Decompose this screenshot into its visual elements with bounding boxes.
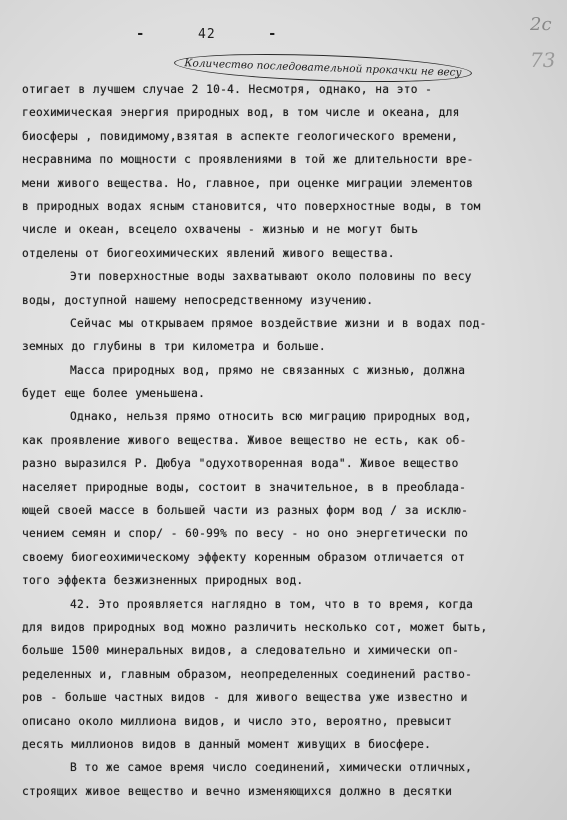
text-line: населяет природные воды, состоит в значительное, в в преоблада- [22, 480, 467, 494]
text-line: того эффекта безжизненных природных вод. [22, 574, 304, 588]
corner-mark: 2с [530, 14, 552, 35]
text-line: разно выразился Р. Дюбуа "одухотворенная вода". Живое вещество [22, 457, 459, 471]
text-line: чением семян и спор/ - 60-99% по весу - но оно энергетически по [22, 527, 469, 541]
text-line: для видов природных вод можно различить несколько сот, может быть, [22, 620, 488, 634]
page-dash-left: - [136, 26, 145, 42]
text-line: описано около миллиона видов, и число это, вероятно, превысит [22, 714, 453, 728]
text-line: воды, доступной нашему непосредственному изучению. [22, 293, 374, 307]
text-line: 42. Это проявляется наглядно в том, что в то время, когда [70, 597, 474, 611]
text-line: как проявление живого вещества. Живое вещество не есть, как об- [22, 433, 467, 447]
typed-text-body [22, 78, 534, 803]
text-line: Эти поверхностные воды захватывают около половины по весу [70, 270, 472, 284]
text-line: Масса природных вод, прямо не связанных с жизнью, должна [70, 363, 466, 377]
text-line: несравнима по мощности с проявлениями в той же длительности вре- [22, 153, 474, 167]
text-line: будет еще более уменьшена. [22, 387, 206, 401]
text-line: мени живого вещества. Но, главное, при оценке миграции элементов [22, 176, 474, 190]
page-dash-right: - [268, 26, 277, 42]
text-line: ров - больше частных видов - для живого вещества уже известно и [22, 691, 468, 705]
text-line: числе и океан, всецело охвачены - жизнью и не могут быть [22, 223, 419, 237]
text-line: своему биогеохимическому эффекту коренным образом отличается от [22, 550, 466, 564]
text-line: Сейчас мы открываем прямое воздействие жизни и в водах под- [70, 316, 487, 330]
text-line: В то же самое время число соединений, химически отличных, [70, 761, 473, 775]
text-line: биосферы , повидимому,взятая в аспекте геологического времени, [22, 129, 459, 143]
text-line: в природных водах ясным становится, что поверхностные воды, в том [22, 199, 481, 213]
text-line: отигает в лучшем случае 2 10-4. Несмотря, однако, на это - [22, 83, 433, 96]
handwritten-insert: Количество последовательной прокачки не весу [174, 50, 473, 86]
text-line: земных до глубины в три километра и больше. [22, 340, 326, 354]
text-line: ющей своей массе в большей части из разных форм вод / за исклю- [22, 504, 469, 518]
page-number: 42 [198, 27, 216, 42]
text-line: Однако, нельзя прямо относить всю миграцию природных вод, [70, 410, 472, 424]
archive-page-number: 73 [530, 48, 556, 72]
text-line: ределенных и, главным образом, неопределенных соединений раство- [22, 667, 473, 681]
text-line: больше 1500 минеральных видов, а следовательно и химически оп- [22, 644, 460, 658]
text-line: строящих живое вещество и вечно изменяющихся должно в десятки [22, 784, 453, 798]
text-line: отделены от биогеохимических явлений живого вещества. [22, 246, 395, 260]
text-line: геохимическая энергия природных вод, в том числе и океана, для [22, 106, 460, 120]
text-line: десять миллионов видов в данный момент живущих в биосфере. [22, 737, 432, 751]
